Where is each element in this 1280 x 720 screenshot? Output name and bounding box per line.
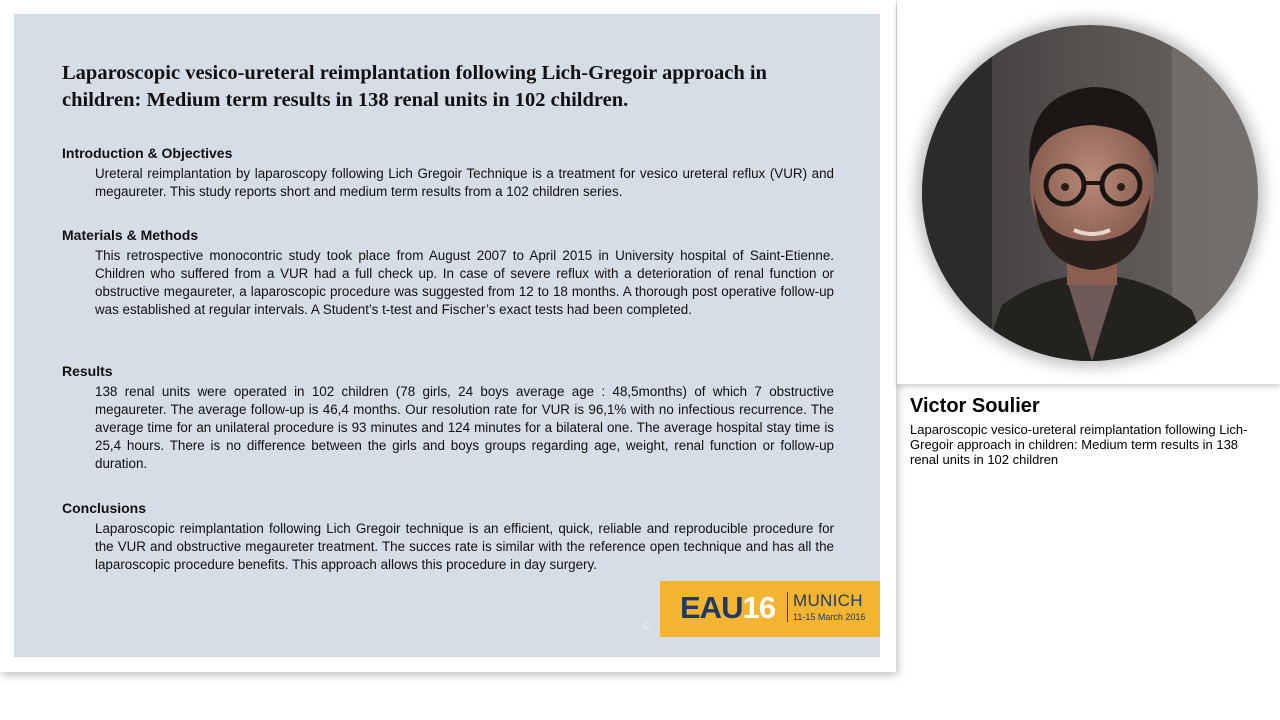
logo-dates: 11-15 March 2016 — [793, 612, 866, 622]
logo-eau: EAU — [680, 590, 743, 625]
speaker-photo — [922, 25, 1258, 361]
section-text: Ureteral reimplantation by laparoscopy following Lich Gregoir Technique is a treatment for vesico ureteral reflux (VUR) and megaureter. This study reports short and medium term results from a 102 children series. — [95, 166, 834, 200]
logo-divider — [787, 592, 788, 622]
speaker-video-panel — [897, 0, 1280, 384]
logo-city: MUNICH — [793, 591, 863, 610]
section-materials-methods — [62, 226, 834, 319]
logo-wordmark — [680, 591, 775, 625]
section-results — [62, 362, 834, 473]
section-text: Laparoscopic reimplantation following Lich Gregoir technique is an efficient, quick, reliable and reproducible procedure for the VUR and obstructive megaureter treatment. The succes rate is similar with the reference open technique and has all the laparoscopic procedure benefits. This approach allows this procedure in day surgery. — [95, 521, 834, 573]
eau16-munich-logo — [660, 581, 880, 637]
section-conclusions — [62, 499, 834, 574]
slide-title: Laparoscopic vesico-ureteral reimplantation following Lich-Gregoir approach in children: Medium term results in 138 renal units in 102 children. — [62, 62, 767, 111]
section-heading: Conclusions — [62, 500, 147, 516]
section-text: 138 renal units were operated in 102 children (78 girls, 24 boys average age : 48,5months) of which 7 obstructive megaureter. The average follow-up is 46,4 months. Our resolution rate for VUR is 96,1% with no infectious recurrence. The average time for an unilateral procedure is 93 minutes and 124 minutes for a bilateral one. The average hospital stay time is 25,4 hours. There is no difference between the girls and boys groups regarding age, weight, renal function or follow-up duration. — [95, 384, 834, 472]
speaker-photo-image — [922, 25, 1258, 361]
logo-year: 16 — [742, 590, 775, 625]
talk-title: Laparoscopic vesico-ureteral reimplantation following Lich-Gregoir approach in children: Medium term results in 138 renal units in 102 children — [910, 422, 1248, 467]
section-heading: Materials & Methods — [62, 227, 199, 243]
section-heading: Introduction & Objectives — [62, 145, 233, 161]
section-text: This retrospective monocontric study took place from August 2007 to April 2015 in University hospital of Saint-Etienne. Children who suffered from a VUR had a full check up. In case of severe reflux with a deterioration of renal function or obstructive megaureter, a laparoscopic procedure was suggested from 12 to 18 months. A thorough post operative follow-up was established at regular intervals. A Student’s t-test and Fischer’s exact tests had been completed. — [95, 248, 834, 318]
section-introduction — [62, 144, 834, 201]
speaker-name: Victor Soulier — [910, 395, 1040, 417]
section-heading: Results — [62, 363, 113, 379]
copyright-mark: © — [642, 620, 651, 632]
slide — [14, 14, 880, 657]
